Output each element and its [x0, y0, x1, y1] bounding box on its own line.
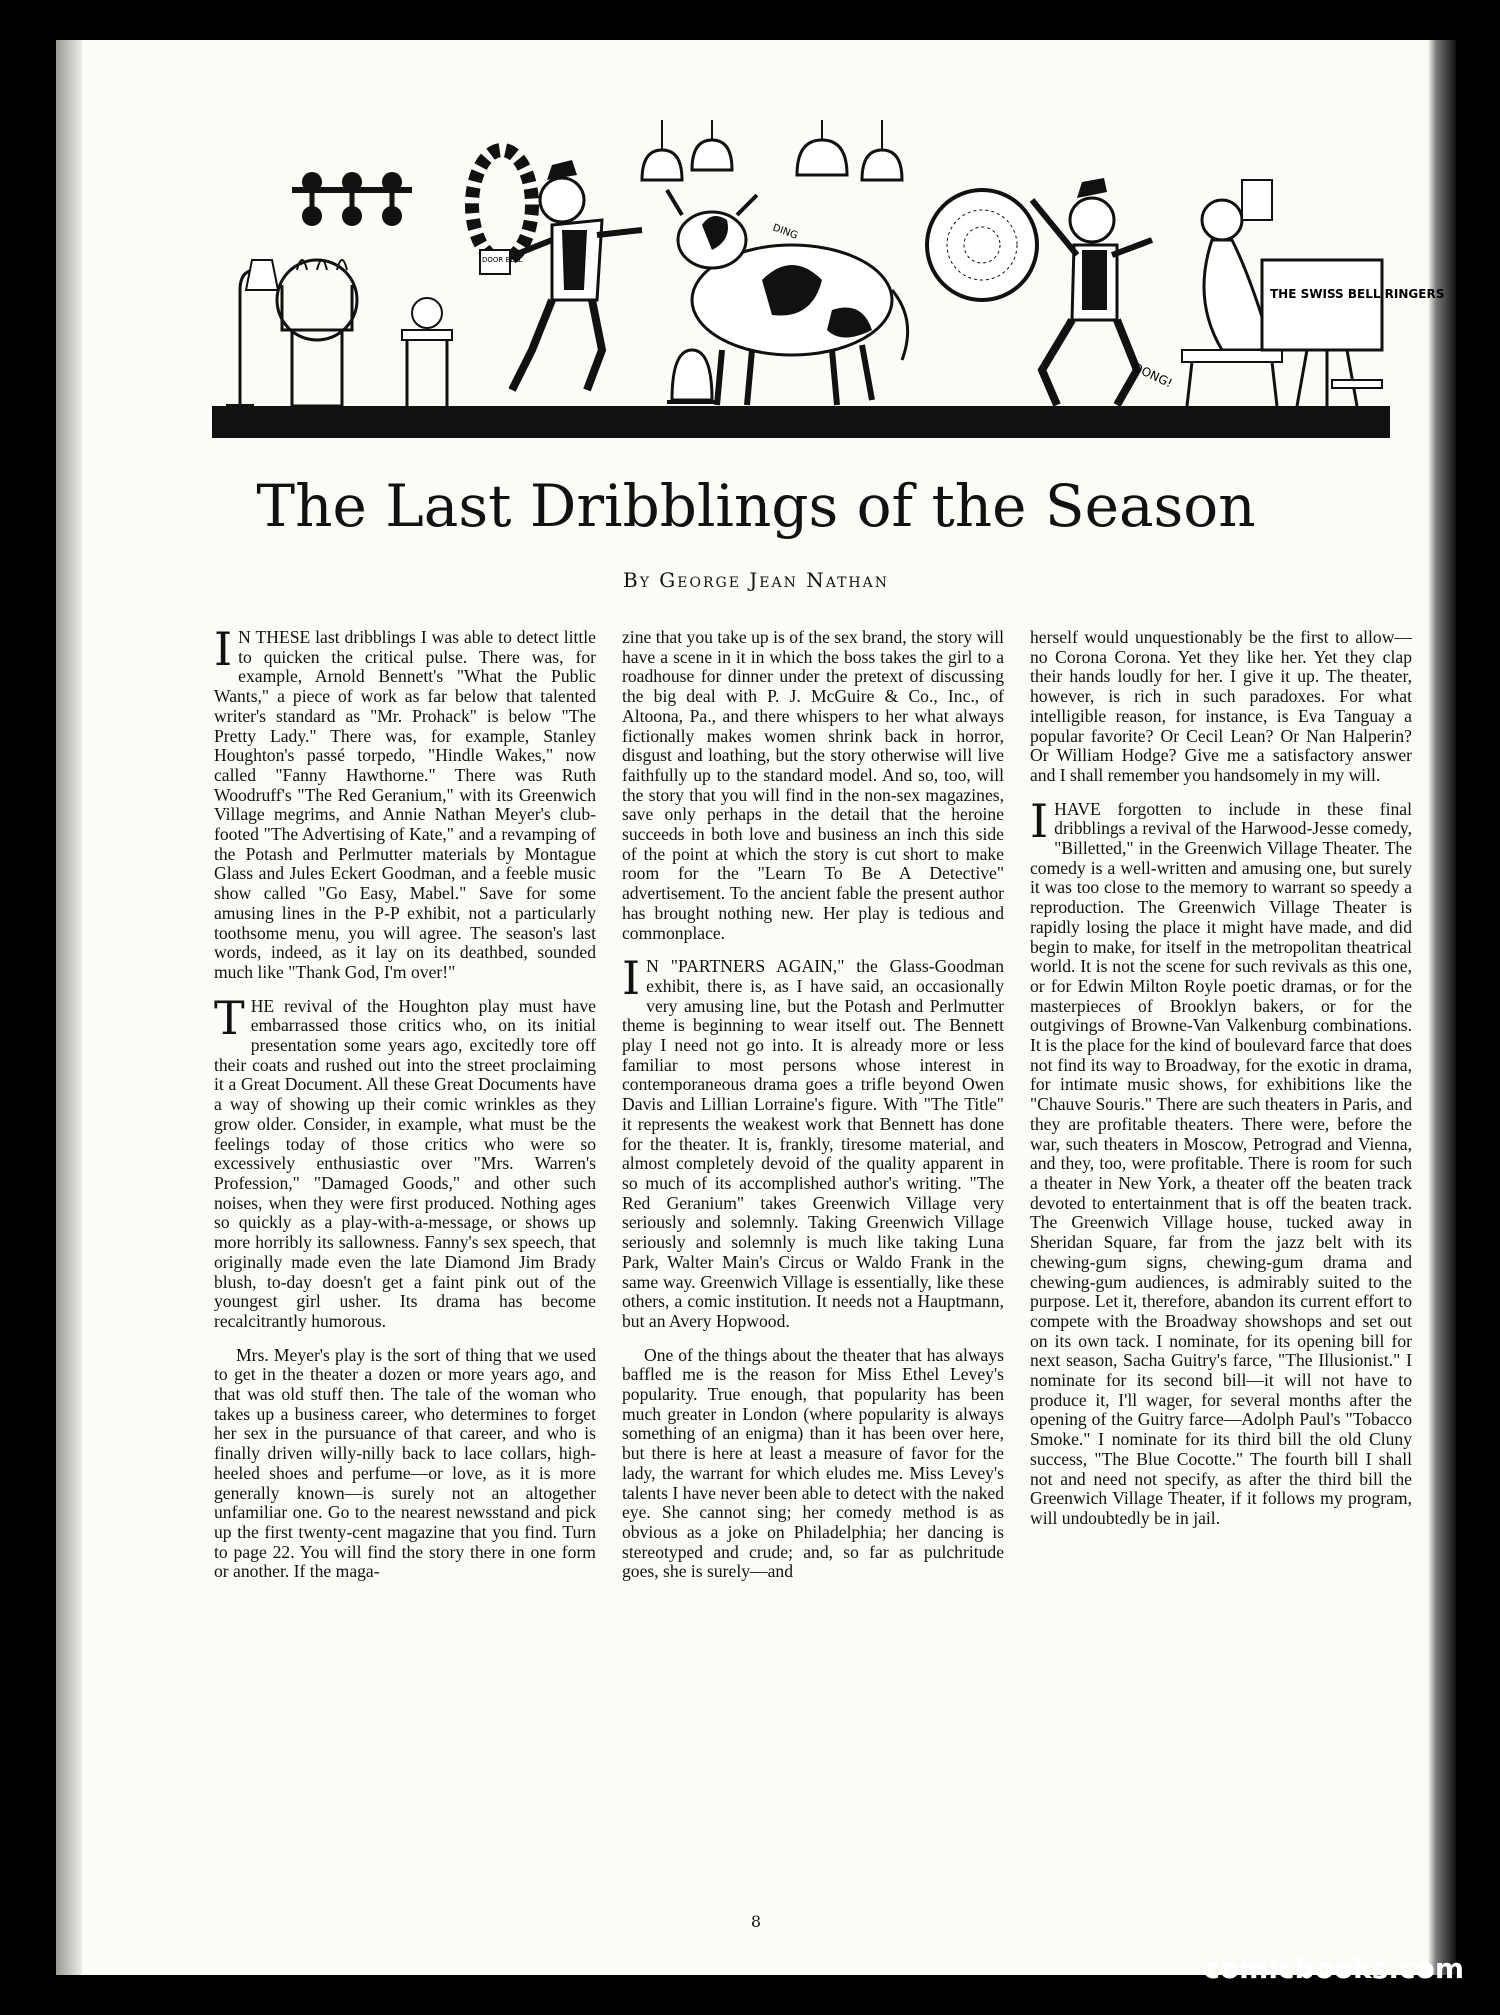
book-spine-shadow — [56, 40, 82, 1975]
alarm-clock — [412, 298, 442, 328]
paragraph — [214, 622, 596, 983]
round-gong — [277, 260, 357, 340]
paragraph-text: HAVE forgotten to include in these final dribblings a revival of the Harwood-Jesse comedy, "Billetted," in the Greenwich Village Theater. The comedy is a well-written and amusing one, but surely it was too close to the memory to warrant so speedy a reproduction. The Greenwich Village Theater is rapidly losing the place it might have made, and did begin to make, for itself in the metropolitan theatrical world. It is not the scene for such revivals as this one, or for Edwin Milton Royle poetic dramas, or for the masterpieces of Brooklyn bakers, or for the outgivings of Browne-Van Valkenburg combinations. It is the place for the kind of boulevard farce that does not find its way to Broadway, for the exotic in drama, for intimate music shows, for exhibitions like the "Chauve Souris." There are such theaters in Paris, and they are profitable theaters. There were, before the war, such theaters in Moscow, Petrograd and Vienna, and they, too, were profitable. There is room for such a theater in New York, a theater off the beaten track devoted to entertainment that is off the beaten track. The Greenwich Village house, tucked away in Sheridan Square, far from the jazz belt with its chewing-gum signs, chewing-gum drama and chewing-gum audiences, is admirably suited to the purpose. Let it, therefore, abandon its current effort to compete with the Broadway showshops and set out on its own tack. I nominate, for its opening bill for next season, Sacha Guitry's farce, "The Illusionist." I nominate for its second bill—it will not have to produce it, I'll wager, for several months after the opening of the Guitry farce—Adolph Paul's "Tobacco Smoke." I nominate for its third bill the old Cluny success, "The Blue Cocotte." The fourth bill I shall not and need not specify, as after the third bill the Greenwich Village Theater, if it follows my program, will undoubtedly be in jail. — [1030, 798, 1412, 1528]
side-table — [1332, 380, 1382, 388]
paragraph-text: N THESE last dribblings I was able to detect little to quicken the critical pulse. There was, for example, Arnold Bennett's "What the Public Wants," a piece of work as far below that talented writer's standard as "Mr. Prohack" is below "The Pretty Lady." There was, for example, Stanley Houghton's passé torpedo, "Hindle Wakes," now called "Fanny Hawthorne." There was Ruth Woodruff's "The Red Geranium," with its Greenwich Village megrims, and Annie Nathan Meyer's club-footed "The Advertising of Kate," and a revamping of the Potash and Perlmutter materials by Montague Glass and Jules Eckert Goodman, and a feeble music show called "Go Easy, Mabel." Save for some amusing lines in the P-P exhibit, not a particularly toothsome menu, you will agree. The season's last words, indeed, as it lay on its deathbed, sounded much like "Thank God, I'm over!" — [214, 627, 596, 982]
article-title: The Last Dribblings of the Season — [256, 472, 1256, 540]
swiss-bell-ringers-cartoon — [212, 120, 1445, 438]
paragraph: Mrs. Meyer's play is the sort of thing that we used to get in the theater a dozen or more years ago, and that was old stuff then. The tale of the woman who takes up a business career, who determines to forget her sex in the pursuance of that career, and who is finally driven willy-nilly back to lace collars, high-heeled shoes and perfume—or love, as it is more generally known—is surely not an altogether unfamiliar one. Go to the nearest newsstand and pick up the first twenty-cent magazine that you find. Turn to page 22. You will find the story there in one form or another. If the maga- — [214, 1344, 596, 1582]
lamp-shade — [246, 260, 278, 290]
drop-cap: I — [214, 622, 233, 676]
floor-bell — [672, 350, 712, 400]
large-gong — [927, 190, 1037, 300]
door-bell-label: DOOR BELL — [482, 256, 523, 264]
text-column-3 — [1030, 628, 1412, 1543]
stool — [402, 330, 452, 340]
text-column-2 — [622, 628, 1004, 1582]
dancer-right — [1032, 178, 1175, 405]
header-illustration — [212, 120, 1445, 438]
article-byline: By George Jean Nathan — [623, 568, 889, 592]
hand-bells — [302, 172, 402, 226]
dancer-left — [480, 160, 642, 390]
paragraph — [622, 951, 1004, 1331]
dong-text: DONG! — [1130, 360, 1175, 391]
wall-telephone — [1242, 180, 1272, 220]
paragraph-text: HE revival of the Houghton play must have embarrassed those critics who, on its initial presentation some years ago, excitedly tore off their coats and rushed out into the street proclaiming it a Great Document. All these Great Documents have a way of showing up their comic wrinkles as they grow older. Consider, in example, what must be the feelings today of those critics who were so excessively enthusiastic over "Mrs. Warren's Profession," "Damaged Goods," and other such noises, when they were first produced. Nothing ages so quickly as a play-with-a-message, or shows up more horribly its sallowness. Fanny's sex speech, that originally made even the late Diamond Jim Brady blush, to-day doesn't get a faint pink out of the youngest girl usher. Its drama has become recalcitrantly humorous. — [214, 995, 596, 1331]
paragraph: zine that you take up is of the sex brand, the story will have a scene in it in which the boss takes the girl to a roadhouse for dinner under the pretext of discussing the big deal with P. J. McGuire & Co., Inc., of Altoona, Pa., and there whispers to her what always fictionally makes women shrink back in horror, disgust and loathing, but the story otherwise will live faithfully up to the standard model. And so, too, will the story that you will find in the non-sex magazines, save only perhaps in the detail that the heroine succeeds in both love and business an inch this side of the point at which the story is cut short to make room for the "Learn To Be A Detective" advertisement. To the ancient fable the present author has brought nothing new. Her play is tedious and commonplace. — [622, 627, 1004, 943]
drop-cap: T — [214, 990, 245, 1045]
paragraph: One of the things about the theater that has always baffled me is the reason for Miss Ethel Levey's popularity. True enough, that popularity has been much greater in London (where popularity is always something of an enigma) than it has been over here, but there is here at least a measure of favor for the lady, the warrant for which eludes me. Miss Levey's talents I have never been able to detect with the naked eye. She cannot sing; her comedy method is as obvious as a joke on Philadelphia; her dancing is stereotyped and crude; and, so far as pulchritude goes, she is surely—and — [622, 1344, 1004, 1582]
sign-text: THE SWISS BELL RINGERS — [1270, 287, 1445, 301]
magazine-page — [56, 40, 1456, 1975]
page-number: 8 — [750, 1912, 762, 1931]
ding-text: DING — [770, 222, 800, 242]
site-watermark: comicbooks.com — [1203, 1952, 1464, 1985]
text-column-1 — [214, 622, 596, 1582]
paragraph-text: N "PARTNERS AGAIN," the Glass-Goodman exhibit, there is, as I have said, an occasionally very amusing line, but the Potash and Perlmutter theme is beginning to wear itself out. The Bennett play I need not go into. It is already more or less familiar to most persons whose interest in contemporaneous drama goes a trifle beyond Owen Davis and Lillian Lorraine's figure. With "The Title" it represents the weakest work that Bennett has done for the theater. It is, frankly, tiresome material, and almost completely devoid of the quality apparent in so much of its accomplished author's writing. "The Red Geranium" takes Greenwich Village very seriously and solemnly. Taking Greenwich Village seriously and solemnly is much like taking Luna Park, Walter Main's Circus or Waldo Frank in the same way. Greenwich Village is essentially, like these others, a comic institution. It needs not a Hauptmann, but an Avery Hopwood. — [622, 956, 1004, 1331]
bell-wreath — [472, 150, 532, 260]
page-edge-shadow — [1428, 40, 1456, 1975]
drop-cap: I — [1030, 793, 1049, 848]
floor-band — [212, 406, 1390, 438]
hanging-bells — [642, 120, 902, 242]
drop-cap: I — [622, 951, 641, 1006]
paragraph — [214, 990, 596, 1332]
paragraph — [1030, 793, 1412, 1529]
paragraph: herself would unquestionably be the first to allow—no Corona Corona. Yet they like her. Yet they clap their hands loudly for her. I give it up. The theater, however, is rich in such paradoxes. For what intelligible reason, for instance, is Eva Tanguay a popular favorite? Or Cecil Lean? Or Nan Halperin? Or William Hodge? Give me a satisfactory answer and I shall remember you handsomely in my will. — [1030, 627, 1412, 785]
